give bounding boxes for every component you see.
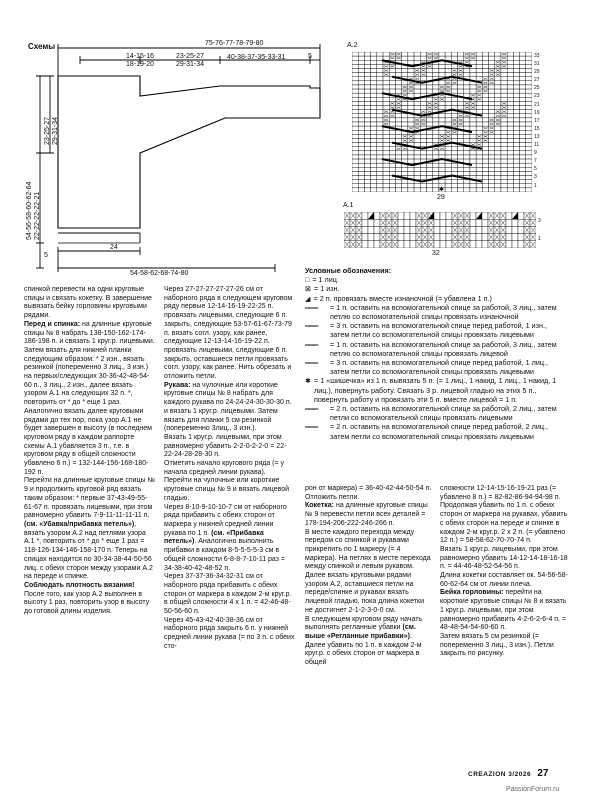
legend-text: = 1 п. оставить на вспомогательной спице за работой, 3 лиц., затем петлю со вспомогательной спицы провязать лицевой	[330, 339, 557, 358]
text-column-4: сложности 12-14-15-16-19-21 раз (= убавлено 8 п.) = 82-82-86-94-94-98 п. Продолжая убавить по 1 п. с обеих сторон от маркера на рукавах, убавить с обеих сторон на переде и спинке в каждом 2-м круг.р. 2 х 2 п. (= убавлено 12 п.) = 58-58-62-70-70-74 п. Вязать 1 круг.р. лицевыми, при этом равномерно убавить 14-12-14-18-16-18 п. = 44-46-48-52-54-56 п. Длина кокетки составляет ок. 54-56-58-60-62-64 см от линии плеча. Бейка горловины: перейти на короткие круговые спицы № 8 и вязать 1 круг.р. лицевыми, при этом равномерно прибавить 4-2-6-2-6-4 п. = 48-48-54-54-60-60 п. Затем вязать 5 см резинкой (= попеременно 3 лиц., 3 изн.). Петли закрыть по рисунку.	[440, 485, 568, 658]
legend-item	[305, 404, 567, 422]
row-number: 9	[534, 150, 537, 157]
dim-body-length: 54-56-58-60-62-64 22-22-22-22-21	[26, 181, 41, 240]
legend-item	[305, 376, 567, 404]
legend-item	[305, 303, 567, 321]
dim-half-width: 24	[110, 244, 118, 251]
legend-symbol-icon: ═══	[305, 404, 318, 414]
row-number: 17	[534, 117, 540, 124]
chart-a1-width: 32	[432, 250, 440, 257]
dim-chest-width: 54-58-62-68-74-80	[130, 270, 189, 277]
legend-item	[305, 275, 567, 284]
dim-hem: 5	[44, 252, 48, 259]
legend-text: = 1 «шишечка» из 1 п. вывязать 5 п. (= 1 лиц., 1 накид, 1 лиц., 1 накид, 1 лиц.), повернуть работу. Связать 3 р. лицевой гладью на этих 5 п., повернуть работу и провязать эти 5 п. вместе лицевой = 1 п.	[314, 376, 557, 404]
dim-sleeve-total: 75-76-77-78-79-80	[205, 40, 264, 47]
legend-item	[305, 358, 567, 376]
chart-a1-grid	[344, 212, 536, 248]
svg-text:✱: ✱	[438, 186, 444, 192]
dim-neck: 14-15-16 18-19-20	[126, 53, 155, 68]
magazine-name: CREAZION 3/2026	[468, 771, 532, 778]
dim-raglan: 23-25-27 29-31-34	[176, 53, 205, 68]
legend-text: = 1 п. оставить на вспомогательной спице за работой, 3 лиц., затем петлю со вспомогательной спицы провязать изнаночной	[330, 302, 557, 322]
row-number: 31	[534, 61, 540, 68]
legend-symbol-icon: ═══	[305, 422, 318, 432]
footer-magazine	[468, 768, 549, 779]
watermark: PassionForum.ru	[506, 786, 560, 793]
schematic-title: Схемы	[28, 42, 56, 51]
text-column-3: рон от маркера) = 36-40-42-44-50-54 п. Отложить петли. Кокетка: на длинные круговые спицы № 9 перевести петли всех деталей = 178-194-206-222-246-266 п. В месте каждого перехода между передом со спинкой и рукавами прикрепить по 1 маркеру (= 4 маркера). На петлях в месте перехода между спинкой и левым рукавом. Далее вязать круговыми рядами узором А.2, оставшиеся петли на переде/спинке и рукавах вязать лицевой гладью, пока длина кокетки не достигнет 2-1-2-3-0-0 см. В следующем круговом ряду начать выполнять регланные убавки (см. выше «Регланные прибавки»). Далее убавить по 1 п. в каждом 2-м круг.р. с обеих сторон от маркера в общей	[305, 485, 432, 667]
legend-text: = 3 п. оставить на вспомогательной спице перед работой, 1 изн., затем петли со вспомогательной спицы провязать лицевыми	[330, 321, 547, 340]
legend-text: = 2 п. провязать вместе изнаночной (= убавлена 1 п.)	[313, 293, 492, 303]
legend-symbol-icon: ✱	[305, 376, 312, 386]
row-number: 7	[534, 158, 537, 165]
row-number: 21	[534, 101, 540, 108]
legend-title: Условные обозначения:	[305, 266, 392, 275]
legend-item	[305, 284, 567, 293]
legend	[305, 266, 567, 441]
page-number: 27	[537, 768, 549, 779]
chart-a1-row-3: 3	[538, 218, 541, 224]
chart-a2-row-numbers	[534, 52, 548, 190]
row-number: 23	[534, 93, 540, 100]
row-number: 33	[534, 53, 540, 59]
row-number: 29	[534, 69, 540, 76]
row-number: 15	[534, 125, 540, 132]
chart-a2-grid	[352, 52, 532, 192]
text-column-1: спинкой перевести на одни круговые спицы и связать кокетку. В завершение вывязать бейку горловины круговыми рядами. Перед и спинка: на длинные круговые спицы № 8 набрать 138-150-162-174-186-198 п. и связать 1 круг.р. лицевыми. Затем вязать для нижней планки следующим образом: * 2 изн., вязать резинкой (попеременно 3 лиц., 3 изн.) на первых/следующих 30-36-42-48-54-60 п., 3 лиц., 2 изн., далее вязать узором А.1 на следующих 32 п. *, повторить от * до * еще 1 раз. Аналогично вязать далее круговыми рядами до тех пор, пока узор А.1 не будет завершен в высоту (в последнем круговом ряду в каждом раппорте схемы А.1 убавляется 3 п., т.е. в круговом ряду в общей сложности убавлено 6 п.) = 132-144-156-168-180-192 п. Перейти на длинные круговые спицы № 9 и продолжить круговой ряд вязать таким образом: * первые 37-43-49-55-61-67 п. провязать лицевыми, при этом равномерно убавить 7-9-11-11-11-11 п. (см. «Убавка/прибавка петель»), вязать узором А.2 над петлями узора А.1 *, повторить от * до * еще 1 раз = 118-126-134-146-158-170 п. Теперь на спицах находится по 30-34-38-44-50-56 лиц. с обеих сторон между узорами А.2 на переде и спинке. Соблюдать плотность вязания! После того, как узор А.2 выполнен в высоту 1 раз, повторить узор в высоту до готовой длины изделия.	[24, 286, 156, 616]
legend-symbol-icon: ═══	[305, 358, 318, 368]
row-number: 13	[534, 133, 540, 140]
legend-text: = 2 п. оставить на вспомогательной спице за работой, 2 лиц., затем петли со вспомогательной спицы провязать лицевыми	[330, 404, 557, 423]
legend-symbol-icon: ◢	[305, 293, 311, 303]
garment-schematic	[20, 38, 340, 283]
chart-a1-label: A.1	[343, 202, 354, 209]
legend-symbol-icon: ═══	[305, 302, 318, 312]
legend-text: = 3 п. оставить на вспомогательной спице перед работой, 1 лиц., затем петли со вспомогательной спицы провязать лицевыми	[330, 358, 548, 377]
chart-a2-width: 29	[437, 194, 445, 201]
legend-symbol-icon: ═══	[305, 321, 318, 331]
row-number: 3	[534, 174, 537, 181]
legend-symbol-icon: ═══	[305, 339, 318, 349]
legend-text: = 2 п. оставить на вспомогательной спице перед работой, 2 лиц., затем петли со вспомогательной спицы провязать лицевыми	[330, 422, 548, 441]
dim-sleeve-upper: 40-38-37-35-33-31	[227, 54, 286, 61]
dim-cuff: 5	[308, 53, 312, 60]
row-number: 1	[534, 182, 537, 189]
chart-a2-label: A.2	[347, 42, 358, 49]
row-number: 5	[534, 166, 537, 173]
legend-symbol-icon: □	[305, 275, 310, 285]
text-column-2: Через 27-27-27-27-27-26 см от наборного ряда в следующем круговом ряду первые 12-14-16-19-22-25 п. провязать лицевыми, следующие 6 п. закрыть, следующие 53-57-61-67-73-79 п. вязать согл. узору, как ранее, следующие 12-13-14-16-19-22 п. провязать лицевыми, следующие 6 п. закрыть, оставшиеся петли провязать согл. узору, как ранее. Нить обрезать и отложить петли. Рукава: на чулочные или короткие круговые спицы № 8 набрать для каждого рукава по 24-24-24-30-30-30 п. и вязать 1 круг.р. лицевыми. Затем вязать для планки 5 см резинкой (попеременно 3лиц., 3 изн.). Вязать 1 круг.р. лицевыми, при этом равномерно убавить 2-2-0-2-2-0 = 22-22-24-28-28-30 п. Отметить начало кругового ряда (= у начала средней линии рукава). Перейти на чулочные или короткие круговые спицы № 9 и вязать лицевой гладью. Через 8-10-9-10-10-7 см от наборного ряда прибавить с обеих сторон от маркера у нижней средней линии рукава по 1 п. (см. «Прибавка петель»). Аналогично выполнить прибавки в каждом 8-5-5-5-5-3 см в общей сложности 6-8-8-7-10-11 раз = 34-38-40-42-48-52 п. Через 37-37-36-34-32-31 см от наборного ряда прибавить с обеих сторон от маркера в каждом 2-м круг.р. в общей сложности 4 х 1 п. = 42-46-48-50-56-60 п. Через 45-43-42-40-38-36 см от наборного ряда закрыть 6 п. у нижней средней линии рукава (= по 3 п. с обеих сто-	[164, 286, 295, 650]
legend-text: = 1 изн.	[314, 284, 340, 294]
legend-item	[305, 422, 567, 440]
row-number: 25	[534, 85, 540, 92]
legend-text: = 1 лиц.	[312, 275, 339, 285]
dim-yoke-height: 23-25-27 29-31-34	[44, 116, 59, 145]
row-number: 11	[534, 142, 540, 149]
chart-a1-row-1: 1	[538, 236, 541, 242]
row-number: 27	[534, 77, 540, 84]
legend-item	[305, 294, 567, 303]
row-number: 19	[534, 109, 540, 116]
legend-item	[305, 340, 567, 358]
legend-item	[305, 321, 567, 339]
legend-symbol-icon: ⊠	[305, 284, 312, 294]
